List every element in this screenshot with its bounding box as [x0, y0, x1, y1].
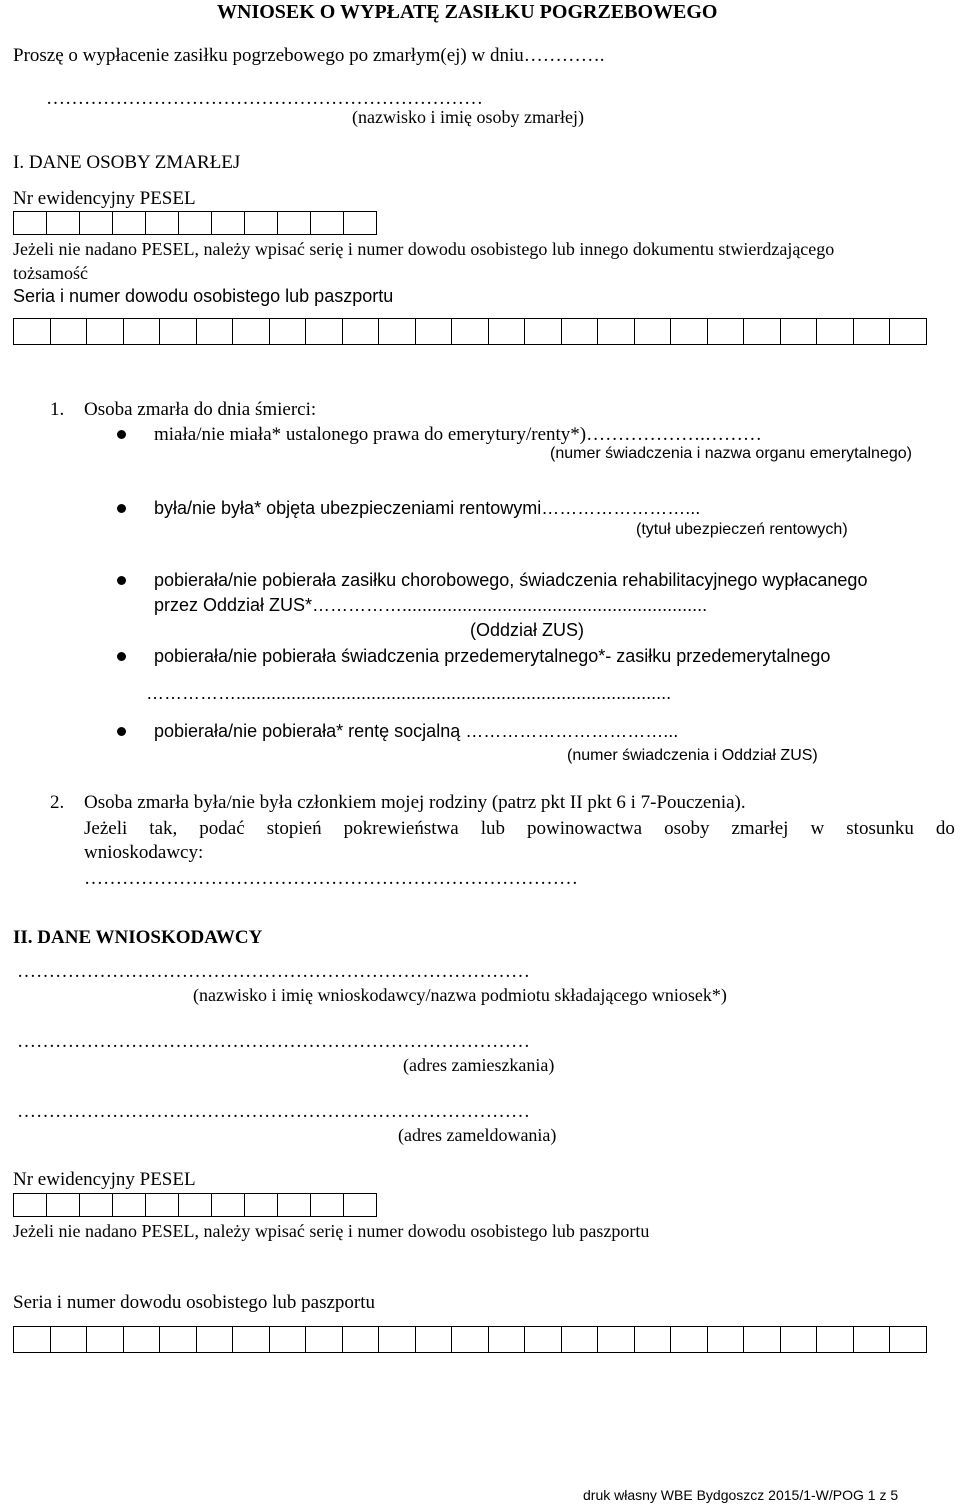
insurance-caption: (tytuł ubezpieczeń rentowych)	[636, 521, 848, 538]
id-char-box[interactable]	[707, 1326, 745, 1353]
id-char-box[interactable]	[13, 1326, 51, 1353]
id-char-box[interactable]	[232, 1326, 270, 1353]
q2-word: do	[935, 818, 955, 839]
deceased-id-note: Jeżeli nie nadano PESEL, należy wpisać serię i numer dowodu osobistego lub innego dokumentu stwierdzającego	[13, 239, 835, 259]
deceased-pesel-boxes[interactable]	[14, 211, 377, 235]
id-char-box[interactable]	[524, 318, 562, 345]
id-char-box[interactable]	[524, 1326, 562, 1353]
id-char-box[interactable]	[342, 318, 380, 345]
q2-word: podać	[199, 818, 245, 839]
applicant-id-label: Seria i numer dowodu osobistego lub paszportu	[13, 1292, 376, 1313]
footer-print-info: druk własny WBE Bydgoszcz 2015/1-W/POG 1 z 5	[583, 1487, 899, 1503]
id-char-box[interactable]	[159, 1326, 197, 1353]
id-char-box[interactable]	[743, 318, 781, 345]
pesel-digit-box[interactable]	[145, 1193, 179, 1217]
id-char-box[interactable]	[597, 318, 635, 345]
pre-retirement-line: pobierała/nie pobierała świadczenia przedemerytalnego*- zasiłku przedemerytalnego	[154, 646, 831, 666]
id-char-box[interactable]	[50, 1326, 88, 1353]
intro-line-1: Proszę o wypłacenie zasiłku pogrzebowego po zmarłym(ej) w dniu………….	[13, 45, 605, 66]
q2-number: 2.	[50, 792, 65, 813]
id-char-box[interactable]	[707, 318, 745, 345]
zus-branch-caption: (Oddział ZUS)	[470, 620, 585, 640]
id-char-box[interactable]	[816, 318, 854, 345]
bullet	[117, 504, 126, 513]
id-char-box[interactable]	[159, 318, 197, 345]
applicant-id-note: Jeżeli nie nadano PESEL, należy wpisać serię i numer dowodu osobistego lub paszportu	[13, 1221, 650, 1241]
q2-word: lub	[480, 818, 505, 839]
pesel-digit-box[interactable]	[310, 211, 344, 235]
q2-word: stopień	[266, 818, 322, 839]
id-char-box[interactable]	[561, 318, 599, 345]
id-char-box[interactable]	[305, 318, 343, 345]
id-char-box[interactable]	[780, 1326, 818, 1353]
q2-word: osoby	[664, 818, 710, 839]
q1-number: 1.	[50, 399, 65, 420]
id-char-box[interactable]	[378, 318, 416, 345]
registered-address-caption: (adres zameldowania)	[398, 1125, 557, 1145]
registered-address-line: ………………………………………………………………………	[17, 1101, 530, 1122]
pesel-digit-box[interactable]	[46, 1193, 80, 1217]
pesel-digit-box[interactable]	[211, 1193, 245, 1217]
id-char-box[interactable]	[13, 318, 51, 345]
id-char-box[interactable]	[780, 318, 818, 345]
id-char-box[interactable]	[634, 1326, 672, 1353]
id-char-box[interactable]	[561, 1326, 599, 1353]
pension-right-caption: (numer świadczenia i nazwa organu emerytalnego)	[550, 445, 912, 462]
deceased-id-boxes[interactable]	[14, 318, 927, 345]
id-char-box[interactable]	[269, 1326, 307, 1353]
id-char-box[interactable]	[196, 1326, 234, 1353]
pre-retirement-line-2: …………….......................................................................................	[146, 683, 672, 703]
id-char-box[interactable]	[86, 1326, 124, 1353]
id-char-box[interactable]	[451, 1326, 489, 1353]
id-char-box[interactable]	[670, 318, 708, 345]
applicant-id-boxes[interactable]	[14, 1326, 927, 1353]
residence-address-line: ………………………………………………………………………	[17, 1031, 530, 1052]
q2-word: pokrewieństwa	[343, 818, 459, 839]
q2-word: w	[810, 818, 825, 839]
id-char-box[interactable]	[196, 318, 234, 345]
pesel-digit-box[interactable]	[178, 1193, 212, 1217]
q2-line-1: Osoba zmarła była/nie była członkiem mojej rodziny (patrz pkt II pkt 6 i 7-Pouczenia).	[84, 792, 746, 813]
bullet	[117, 430, 126, 439]
bullet	[117, 652, 126, 661]
id-char-box[interactable]	[853, 318, 891, 345]
insurance-line: była/nie była* objęta ubezpieczeniami rentowymi……………………...	[154, 498, 701, 518]
deceased-pesel-label: Nr ewidencyjny PESEL	[13, 188, 196, 209]
pesel-digit-box[interactable]	[13, 1193, 47, 1217]
id-char-box[interactable]	[634, 318, 672, 345]
id-char-box[interactable]	[123, 318, 161, 345]
id-char-box[interactable]	[451, 318, 489, 345]
q2-word: powinowactwa	[527, 818, 643, 839]
pesel-digit-box[interactable]	[277, 1193, 311, 1217]
bullet	[117, 727, 126, 736]
deceased-id-label: Seria i numer dowodu osobistego lub paszportu	[13, 286, 394, 306]
id-char-box[interactable]	[269, 318, 307, 345]
pesel-digit-box[interactable]	[46, 211, 80, 235]
pesel-digit-box[interactable]	[343, 211, 377, 235]
id-char-box[interactable]	[816, 1326, 854, 1353]
applicant-name-caption: (nazwisko i imię wnioskodawcy/nazwa podmiotu składającego wniosek*)	[193, 985, 727, 1005]
residence-address-caption: (adres zamieszkania)	[403, 1055, 555, 1075]
social-pension-line: pobierała/nie pobierała* rentę socjalną ……………………………...	[154, 721, 679, 741]
id-char-box[interactable]	[50, 318, 88, 345]
sickness-benefit-line-2: przez Oddział ZUS*…………….............................................................	[154, 595, 708, 615]
id-char-box[interactable]	[597, 1326, 635, 1353]
id-char-box[interactable]	[86, 318, 124, 345]
q2-line-3: wnioskodawcy:	[84, 842, 204, 863]
pension-right-line: miała/nie miała* ustalonego prawa do emerytury/renty*)……………….………	[154, 424, 762, 445]
applicant-pesel-boxes[interactable]	[14, 1193, 377, 1217]
q1-text: Osoba zmarła do dnia śmierci:	[84, 399, 317, 420]
applicant-name-line: ………………………………………………………………………	[17, 961, 530, 982]
pesel-digit-box[interactable]	[112, 1193, 146, 1217]
q2-word: tak,	[149, 818, 178, 839]
bullet	[117, 576, 126, 585]
id-char-box[interactable]	[889, 1326, 927, 1353]
pesel-digit-box[interactable]	[79, 1193, 113, 1217]
pesel-digit-box[interactable]	[343, 1193, 377, 1217]
pesel-digit-box[interactable]	[178, 211, 212, 235]
page-title: WNIOSEK O WYPŁATĘ ZASIŁKU POGRZEBOWEGO	[217, 1, 718, 23]
q2-word: zmarłej	[731, 818, 789, 839]
q2-word: stosunku	[846, 818, 914, 839]
id-char-box[interactable]	[415, 318, 453, 345]
pesel-digit-box[interactable]	[310, 1193, 344, 1217]
section-2-heading: II. DANE WNIOSKODAWCY	[13, 927, 263, 948]
pesel-digit-box[interactable]	[211, 211, 245, 235]
deceased-name-line: ……………………………………………………………	[46, 88, 483, 109]
pesel-digit-box[interactable]	[79, 211, 113, 235]
sickness-benefit-line: pobierała/nie pobierała zasiłku chorobowego, świadczenia rehabilitacyjnego wypłacanego	[154, 570, 868, 590]
id-char-box[interactable]	[743, 1326, 781, 1353]
applicant-pesel-label: Nr ewidencyjny PESEL	[13, 1169, 196, 1190]
pesel-digit-box[interactable]	[244, 211, 278, 235]
q2-line-2	[84, 818, 955, 840]
id-char-box[interactable]	[305, 1326, 343, 1353]
section-1-heading: I. DANE OSOBY ZMARŁEJ	[13, 152, 241, 173]
id-char-box[interactable]	[378, 1326, 416, 1353]
id-char-box[interactable]	[123, 1326, 161, 1353]
id-char-box[interactable]	[232, 318, 270, 345]
pesel-digit-box[interactable]	[13, 211, 47, 235]
id-char-box[interactable]	[670, 1326, 708, 1353]
social-pension-caption: (numer świadczenia i Oddział ZUS)	[567, 747, 818, 764]
pesel-digit-box[interactable]	[244, 1193, 278, 1217]
deceased-id-note-2: tożsamość	[13, 263, 88, 283]
id-char-box[interactable]	[342, 1326, 380, 1353]
id-char-box[interactable]	[889, 318, 927, 345]
pesel-digit-box[interactable]	[145, 211, 179, 235]
id-char-box[interactable]	[488, 318, 526, 345]
pesel-digit-box[interactable]	[112, 211, 146, 235]
deceased-name-caption: (nazwisko i imię osoby zmarłej)	[352, 107, 584, 127]
q2-word: Jeżeli	[84, 818, 128, 839]
pesel-digit-box[interactable]	[277, 211, 311, 235]
id-char-box[interactable]	[488, 1326, 526, 1353]
id-char-box[interactable]	[415, 1326, 453, 1353]
relationship-line: ……………………………………………………………………	[84, 868, 578, 889]
id-char-box[interactable]	[853, 1326, 891, 1353]
